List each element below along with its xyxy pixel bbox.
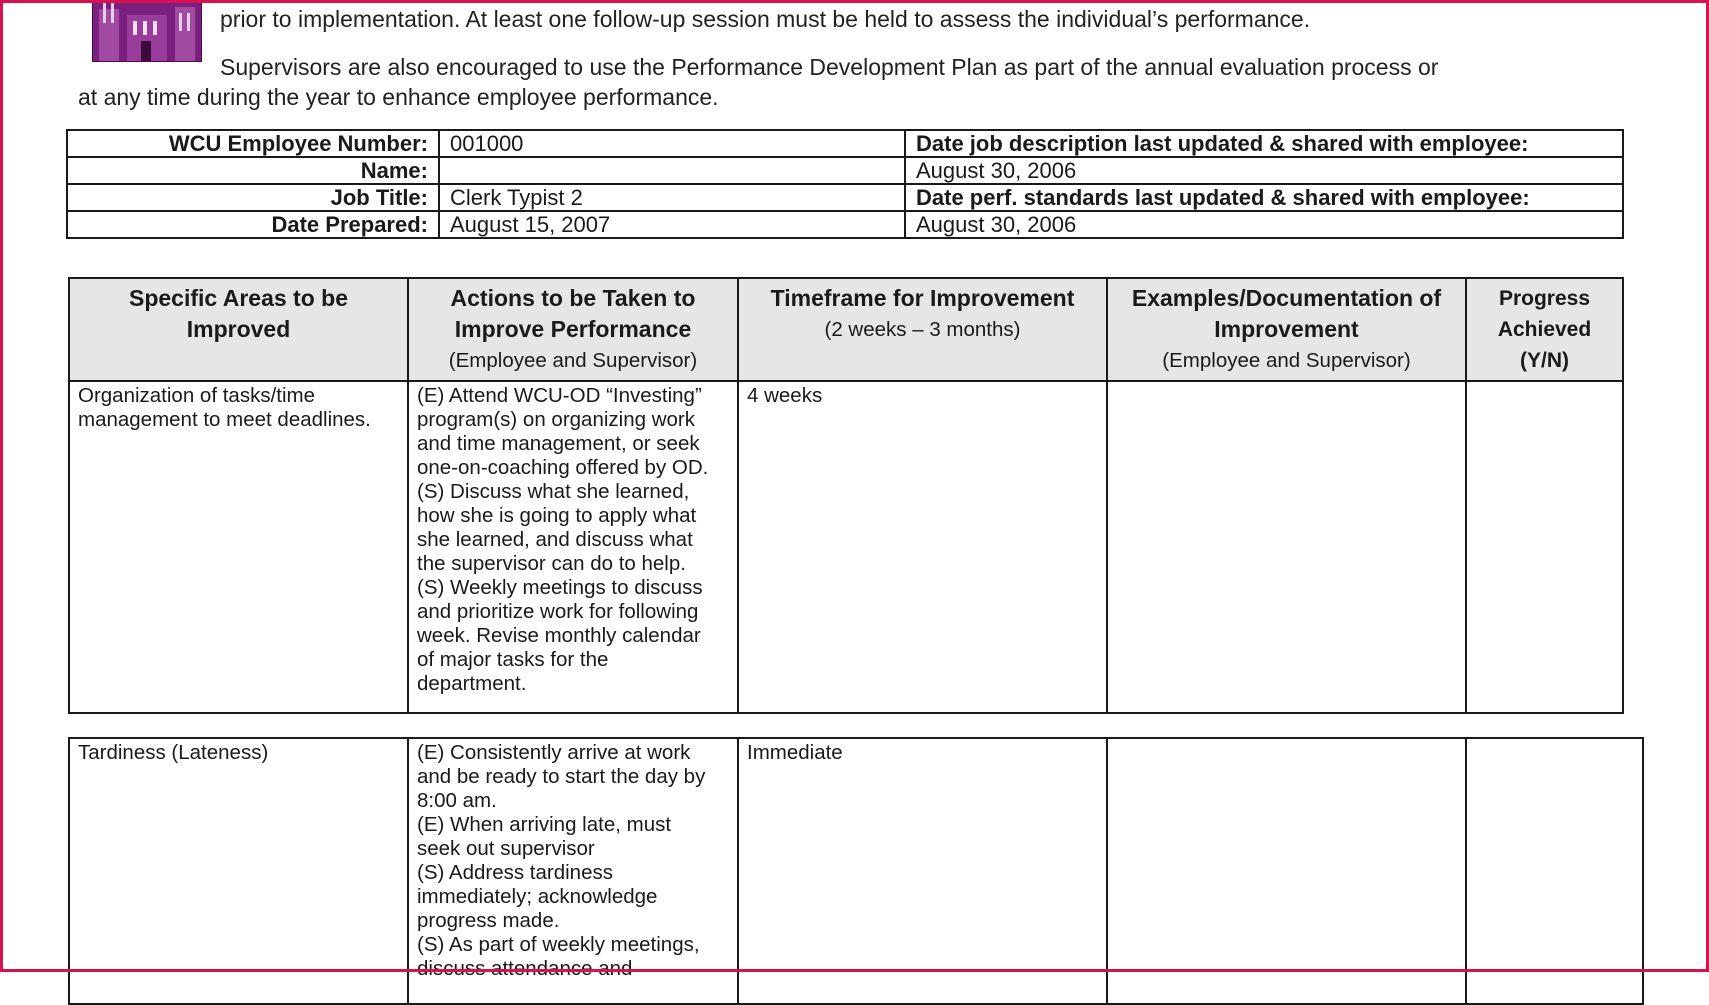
examples-cell[interactable] <box>1107 738 1466 1004</box>
job-title-label: Job Title: <box>67 184 439 211</box>
performance-standards-date-label: Date perf. standards last updated & shared with employee: <box>905 184 1623 211</box>
area-cell[interactable]: Tardiness (Lateness) <box>69 738 408 1004</box>
date-prepared-label: Date Prepared: <box>67 211 439 238</box>
info-row <box>67 130 1623 157</box>
header-actions <box>408 278 738 381</box>
header-title: Timeframe for Improvement <box>770 285 1075 311</box>
employee-info-table <box>66 129 1624 239</box>
employee-number-label: WCU Employee Number: <box>67 130 439 157</box>
header-subtitle: (Employee and Supervisor) <box>448 349 698 372</box>
employee-number-value[interactable]: 001000 <box>439 130 905 157</box>
table-row <box>69 381 1623 713</box>
header-title: Examples/Documentation of Improvement <box>1131 285 1442 342</box>
intro-line-2a: Supervisors are also encouraged to use the Performance Development Plan as part of the annual evaluation process or <box>220 54 1439 80</box>
name-label: Name: <box>67 157 439 184</box>
table-row <box>69 738 1643 1004</box>
development-plan-table-continued <box>68 737 1644 1005</box>
examples-cell[interactable] <box>1107 381 1466 713</box>
header-title: Progress Achieved (Y/N) <box>1497 287 1592 372</box>
header-areas <box>69 278 408 381</box>
performance-standards-date-value[interactable]: August 30, 2006 <box>905 211 1623 238</box>
info-row <box>67 157 1623 184</box>
timeframe-cell[interactable]: Immediate <box>738 738 1107 1004</box>
development-plan-table <box>68 277 1624 714</box>
actions-cell[interactable]: (E) Attend WCU-OD “Investing” program(s) on organizing work and time management, or seek one-on-coaching offered by OD. (S) Discuss what she learned, how she is going to apply what she learned, and discuss what the supervisor can do to help. (S) Weekly meetings to discuss and prioritize work for following week. Revise monthly calendar of major tasks for the department. <box>408 381 738 713</box>
actions-cell[interactable]: (E) Consistently arrive at work and be ready to start the day by 8:00 am. (E) When arriving late, must seek out supervisor (S) Address tardiness immediately; acknowledge progress made. (S) As part of weekly meetings, discuss attendance and <box>408 738 738 1004</box>
date-prepared-value[interactable]: August 15, 2007 <box>439 211 905 238</box>
intro-line-1: prior to implementation. At least one follow-up session must be held to assess the individual’s performance. <box>220 6 1311 32</box>
info-row <box>67 184 1623 211</box>
job-description-date-value[interactable]: August 30, 2006 <box>905 157 1623 184</box>
university-logo <box>92 0 202 62</box>
header-subtitle: (2 weeks – 3 months) <box>824 318 1021 341</box>
header-subtitle: (Employee and Supervisor) <box>1162 349 1411 372</box>
progress-cell[interactable] <box>1466 738 1643 1004</box>
timeframe-cell[interactable]: 4 weeks <box>738 381 1107 713</box>
header-title: Actions to be Taken to Improve Performance <box>450 285 696 342</box>
header-title: Specific Areas to be Improved <box>128 285 348 342</box>
area-cell[interactable]: Organization of tasks/time management to meet deadlines. <box>69 381 408 713</box>
job-description-date-label: Date job description last updated & shared with employee: <box>905 130 1623 157</box>
header-timeframe <box>738 278 1107 381</box>
job-title-value[interactable]: Clerk Typist 2 <box>439 184 905 211</box>
intro-line-2b: at any time during the year to enhance employee performance. <box>78 84 719 110</box>
progress-cell[interactable] <box>1466 381 1623 713</box>
header-progress <box>1466 278 1623 381</box>
header-examples <box>1107 278 1466 381</box>
name-value[interactable] <box>439 157 905 184</box>
plan-header-row <box>69 278 1623 381</box>
info-row <box>67 211 1623 238</box>
